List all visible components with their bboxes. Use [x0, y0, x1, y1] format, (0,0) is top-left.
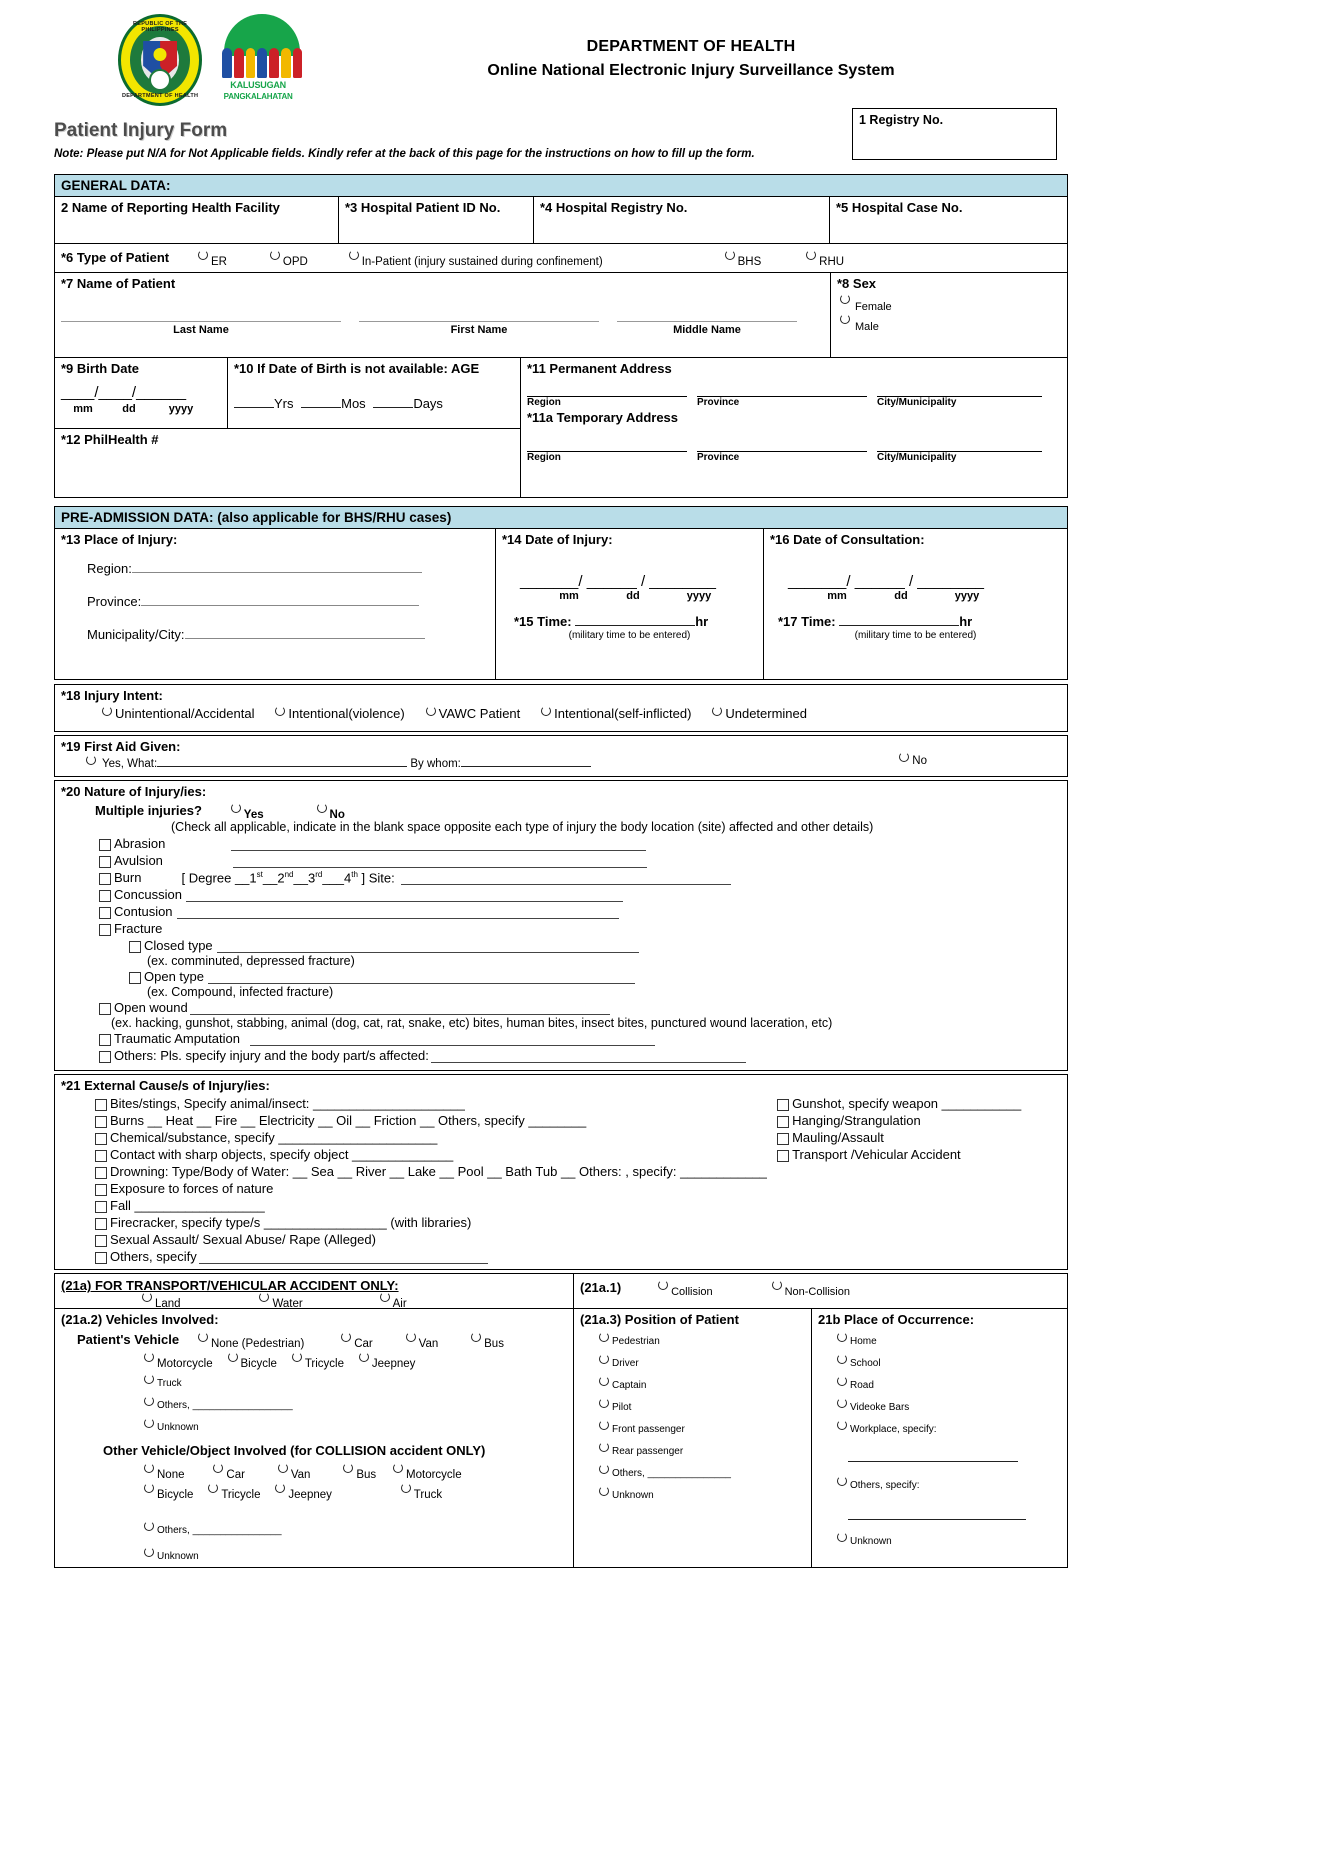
- system-title: Online National Electronic Injury Surveillance System: [487, 62, 895, 79]
- position-pilot[interactable]: Pilot: [596, 1397, 805, 1413]
- radio-icon[interactable]: [837, 1376, 847, 1386]
- checkbox-icon[interactable]: [95, 1218, 107, 1230]
- intent-option-vawc[interactable]: VAWC Patient: [423, 705, 521, 721]
- radio-icon[interactable]: [725, 250, 735, 260]
- type-of-patient-option-bhs[interactable]: BHS: [722, 249, 762, 265]
- other-vehicle-van[interactable]: Van: [275, 1462, 311, 1478]
- place-unknown[interactable]: Unknown: [834, 1531, 1061, 1547]
- fracture-open-note: (ex. Compound, infected fracture): [147, 985, 334, 1000]
- field-15-time[interactable]: *15 Time: hr: [514, 614, 709, 629]
- permanent-province-input[interactable]: Province: [697, 396, 867, 408]
- radio-icon[interactable]: [658, 1280, 668, 1290]
- nature-item-avulsion[interactable]: Avulsion: [99, 852, 1061, 869]
- field-3-patient-id[interactable]: [338, 197, 533, 243]
- nature-of-injuries-section: [54, 780, 1068, 1071]
- transport-mode-water[interactable]: Water: [256, 1291, 302, 1307]
- patient-vehicle-unknown[interactable]: Unknown: [141, 1417, 567, 1433]
- radio-icon[interactable]: [541, 706, 551, 716]
- checkbox-icon[interactable]: [95, 1252, 107, 1264]
- radio-icon[interactable]: [275, 1483, 285, 1493]
- checkbox-icon[interactable]: [777, 1099, 789, 1111]
- first-aid-yes[interactable]: Yes, What: By whom:: [83, 755, 1061, 770]
- consultation-date-input[interactable]: _______/ ______ / ________: [788, 573, 985, 590]
- patient-vehicle-motorcycle[interactable]: Motorcycle: [141, 1351, 213, 1367]
- registry-no-label: 1 Registry No.: [859, 113, 944, 127]
- type-of-patient-option-opd[interactable]: OPD: [267, 249, 308, 265]
- facility-ids-row: [55, 197, 1067, 244]
- registry-no-field[interactable]: [852, 108, 1057, 160]
- nature-item-others[interactable]: Others: Pls. specify injury and the body part/s affected:: [99, 1047, 1061, 1064]
- radio-icon[interactable]: [599, 1398, 609, 1408]
- radio-icon[interactable]: [426, 706, 436, 716]
- position-others[interactable]: Others, _______________: [596, 1463, 805, 1479]
- nature-item-contusion[interactable]: Contusion: [99, 903, 1061, 920]
- radio-icon[interactable]: [712, 706, 722, 716]
- temporary-city-input[interactable]: City/Municipality: [877, 451, 1042, 463]
- collision-option-non-collision[interactable]: Non-Collision: [769, 1279, 850, 1295]
- position-rear-passenger[interactable]: Rear passenger: [596, 1441, 805, 1457]
- radio-icon[interactable]: [144, 1547, 154, 1557]
- transport-mode-air[interactable]: Air: [377, 1291, 407, 1307]
- radio-icon[interactable]: [359, 1352, 369, 1362]
- nature-item-fracture[interactable]: Fracture: [99, 920, 1061, 937]
- field-12-label: *12 PhilHealth #: [61, 432, 159, 447]
- type-of-patient-option-rhu[interactable]: RHU: [803, 249, 844, 265]
- field-11a-label: *11a Temporary Address: [527, 410, 679, 425]
- patient-vehicle-van[interactable]: Van: [403, 1331, 439, 1347]
- field-14-label: *14 Date of Injury:: [502, 532, 613, 547]
- title-row: [0, 113, 1322, 160]
- radio-icon[interactable]: [599, 1354, 609, 1364]
- radio-icon[interactable]: [837, 1420, 847, 1430]
- field-7-label: *7 Name of Patient: [61, 276, 176, 291]
- radio-icon[interactable]: [259, 1292, 269, 1302]
- nature-item-concussion[interactable]: Concussion: [99, 886, 1061, 903]
- field-12-philhealth[interactable]: [55, 429, 520, 497]
- field-16-date-of-consultation: *16 Date of Consultation: _______/ ______ / ________ mm dd yyyy *17 Time: hr (military time to be entered): [763, 529, 1067, 679]
- header-titles: [300, 14, 1322, 80]
- position-unknown[interactable]: Unknown: [596, 1485, 805, 1501]
- radio-icon[interactable]: [401, 1483, 411, 1493]
- checkbox-icon[interactable]: [95, 1201, 107, 1213]
- field-21a1-label: (21a.1): [580, 1280, 622, 1296]
- field-11-label: *11 Permanent Address: [527, 361, 672, 376]
- field-14-date-of-injury: *14 Date of Injury: _______/ ______ / ________ mm dd yyyy *15 Time: hr (military time to be entered): [495, 529, 763, 679]
- field-17-note: (military time to be entered): [854, 630, 977, 641]
- radio-icon[interactable]: [599, 1376, 609, 1386]
- radio-icon[interactable]: [208, 1483, 218, 1493]
- other-vehicle-bicycle[interactable]: Bicycle: [141, 1482, 193, 1498]
- radio-icon[interactable]: [144, 1483, 154, 1493]
- transport-details-row: [55, 1309, 1067, 1567]
- radio-icon[interactable]: [275, 706, 285, 716]
- checkbox-icon[interactable]: [129, 941, 141, 953]
- field-21b-place-of-occurrence: [811, 1309, 1067, 1567]
- radio-icon[interactable]: [142, 1292, 152, 1302]
- page-title: Patient Injury Form: [54, 120, 228, 141]
- field-8-sex: [830, 273, 1067, 357]
- nature-item-traumatic-amputation[interactable]: Traumatic Amputation: [99, 1030, 1061, 1047]
- field-21a3-label: (21a.3) Position of Patient: [580, 1312, 739, 1328]
- transport-header-row: [55, 1274, 1067, 1309]
- temporary-region-input[interactable]: Region: [527, 451, 687, 463]
- checkbox-icon[interactable]: [95, 1116, 107, 1128]
- field-17-time[interactable]: *17 Time: hr: [778, 614, 973, 629]
- field-6-type-of-patient-row: [55, 244, 1067, 273]
- place-municipality-row[interactable]: Municipality/City:: [87, 627, 489, 642]
- place-others[interactable]: Others, specify:: [834, 1475, 1061, 1491]
- radio-icon[interactable]: [198, 250, 208, 260]
- field-13-label: *13 Place of Injury:: [61, 532, 178, 547]
- field-2-label: 2 Name of Reporting Health Facility: [61, 200, 280, 215]
- other-vehicle-motorcycle[interactable]: Motorcycle: [390, 1462, 462, 1478]
- checkbox-icon[interactable]: [99, 856, 111, 868]
- ext-cause-hanging[interactable]: Hanging/Strangulation: [777, 1112, 1067, 1129]
- radio-icon[interactable]: [599, 1442, 609, 1452]
- patient-vehicle-none[interactable]: None (Pedestrian): [195, 1331, 304, 1347]
- position-driver[interactable]: Driver: [596, 1353, 805, 1369]
- first-aid-no[interactable]: No: [896, 752, 927, 767]
- radio-icon[interactable]: [393, 1463, 403, 1473]
- birth-mm-caption: mm: [73, 403, 93, 415]
- patient-vehicle-truck[interactable]: Truck: [141, 1373, 567, 1389]
- ext-cause-forces-of-nature[interactable]: Exposure to forces of nature: [95, 1180, 777, 1197]
- radio-icon[interactable]: [292, 1352, 302, 1362]
- radio-icon[interactable]: [198, 1332, 208, 1342]
- field-16-label: *16 Date of Consultation:: [770, 532, 925, 547]
- other-vehicle-tricycle[interactable]: Tricycle: [205, 1482, 260, 1498]
- field-21-label: *21 External Cause/s of Injury/ies:: [61, 1078, 270, 1094]
- other-vehicle-bus[interactable]: Bus: [340, 1462, 376, 1478]
- field-21a-header: [55, 1274, 573, 1311]
- fracture-open-type[interactable]: Open type: [129, 968, 1061, 985]
- checkbox-icon[interactable]: [95, 1235, 107, 1247]
- radio-icon[interactable]: [231, 803, 241, 813]
- field-9-label: *9 Birth Date: [61, 361, 140, 376]
- ext-cause-others[interactable]: Others, specify: [95, 1248, 777, 1265]
- checkbox-icon[interactable]: [777, 1150, 789, 1162]
- other-vehicle-jeepney[interactable]: Jeepney: [272, 1482, 331, 1498]
- radio-icon[interactable]: [837, 1476, 847, 1486]
- checkbox-icon[interactable]: [99, 890, 111, 902]
- field-4-label: *4 Hospital Registry No.: [540, 200, 688, 215]
- position-front-passenger[interactable]: Front passenger: [596, 1419, 805, 1435]
- burn-degree-options[interactable]: [ Degree __1st__2nd__3rd___4th ] Site:: [181, 870, 395, 886]
- checkbox-icon[interactable]: [129, 972, 141, 984]
- radio-icon[interactable]: [380, 1292, 390, 1302]
- field-20-label: *20 Nature of Injury/ies:: [61, 784, 207, 799]
- radio-icon[interactable]: [899, 752, 909, 762]
- field-5-hospital-case[interactable]: [829, 197, 1067, 243]
- name-line-group: [61, 321, 824, 336]
- place-province-row[interactable]: Province:: [87, 594, 489, 609]
- checkbox-icon[interactable]: [95, 1167, 107, 1179]
- radio-icon[interactable]: [144, 1418, 154, 1428]
- nature-item-open-wound[interactable]: Open wound: [99, 999, 1061, 1016]
- radio-icon[interactable]: [840, 294, 850, 304]
- ext-cause-drowning[interactable]: Drowning: Type/Body of Water: __ Sea __ River __ Lake __ Pool __ Bath Tub __ Others: , specify: ____________: [95, 1163, 777, 1180]
- multiple-injuries-no[interactable]: No: [314, 802, 345, 818]
- radio-icon[interactable]: [599, 1486, 609, 1496]
- radio-icon[interactable]: [317, 803, 327, 813]
- birth-address-row: [55, 358, 1067, 497]
- place-school[interactable]: School: [834, 1353, 1061, 1369]
- general-data-band: GENERAL DATA:: [55, 175, 1067, 197]
- checkbox-icon[interactable]: [99, 1051, 111, 1063]
- multiple-injuries-yes[interactable]: Yes: [228, 802, 264, 818]
- radio-icon[interactable]: [599, 1420, 609, 1430]
- radio-icon[interactable]: [341, 1332, 351, 1342]
- birth-date-input[interactable]: ____/____/______: [61, 384, 187, 401]
- radio-icon[interactable]: [270, 250, 280, 260]
- age-mos-label: Mos: [341, 396, 366, 411]
- radio-icon[interactable]: [228, 1352, 238, 1362]
- nature-instruction: (Check all applicable, indicate in the blank space opposite each type of injury the body location (site) affected and other details): [171, 820, 874, 834]
- fracture-closed-note: (ex. comminuted, depressed fracture): [147, 954, 355, 969]
- checkbox-icon[interactable]: [99, 1003, 111, 1015]
- field-9-birth-date[interactable]: [55, 358, 227, 428]
- radio-icon[interactable]: [806, 250, 816, 260]
- radio-icon[interactable]: [599, 1332, 609, 1342]
- logo-group: [0, 14, 300, 110]
- checkbox-icon[interactable]: [95, 1099, 107, 1111]
- intent-option-intentional-violence[interactable]: Intentional(violence): [272, 705, 404, 721]
- field-21a-label: (21a) FOR TRANSPORT/VEHICULAR ACCIDENT ONLY:: [61, 1278, 399, 1294]
- other-vehicle-car[interactable]: Car: [210, 1462, 245, 1478]
- permanent-region-input[interactable]: Region: [527, 396, 687, 408]
- field-21a1-collision: [573, 1274, 1067, 1308]
- checkbox-icon[interactable]: [95, 1150, 107, 1162]
- checkbox-icon[interactable]: [95, 1133, 107, 1145]
- radio-icon[interactable]: [837, 1354, 847, 1364]
- general-data-section: [54, 174, 1068, 498]
- doh-seal-bottom-text: DEPARTMENT OF HEALTH: [121, 93, 199, 99]
- field-21b-label: 21b Place of Occurrence:: [818, 1312, 975, 1328]
- radio-icon[interactable]: [144, 1396, 154, 1406]
- intent-option-unintentional[interactable]: Unintentional/Accidental: [99, 705, 254, 721]
- field-19-label: *19 First Aid Given:: [61, 739, 181, 754]
- other-vehicle-none[interactable]: None: [141, 1462, 185, 1478]
- ext-cause-bites[interactable]: Bites/stings, Specify animal/insect: _____________________: [95, 1095, 777, 1112]
- field-10-age[interactable]: [227, 358, 520, 428]
- birth-yyyy-caption: yyyy: [168, 403, 194, 415]
- radio-icon[interactable]: [349, 250, 359, 260]
- position-pedestrian[interactable]: Pedestrian: [596, 1331, 805, 1347]
- radio-icon[interactable]: [144, 1463, 154, 1473]
- radio-icon[interactable]: [144, 1374, 154, 1384]
- field-6-label: *6 Type of Patient: [61, 250, 170, 265]
- intent-option-undetermined[interactable]: Undetermined: [709, 705, 807, 721]
- first-name-input[interactable]: First Name: [359, 321, 599, 336]
- field-18-injury-intent: [55, 685, 1067, 731]
- field-7-8-row: [55, 273, 1067, 358]
- ext-cause-sexual-assault[interactable]: Sexual Assault/ Sexual Abuse/ Rape (Alleged): [95, 1231, 777, 1248]
- middle-name-input[interactable]: Middle Name: [617, 321, 797, 336]
- doh-seal-icon: [118, 14, 202, 106]
- ext-cause-mauling[interactable]: Mauling/Assault: [777, 1129, 1067, 1146]
- intent-option-self-inflicted[interactable]: Intentional(self-inflicted): [538, 705, 691, 721]
- first-aid-section: [54, 735, 1068, 777]
- position-captain[interactable]: Captain: [596, 1375, 805, 1391]
- patient-vehicle-jeepney[interactable]: Jeepney: [356, 1351, 415, 1367]
- open-wound-note: (ex. hacking, gunshot, stabbing, animal (dog, cat, rat, snake, etc) bites, human bites, insect bites, punctured wound laceration, etc): [111, 1016, 833, 1031]
- radio-icon[interactable]: [102, 706, 112, 716]
- injury-date-input[interactable]: _______/ ______ / ________: [520, 573, 717, 590]
- sex-option-male[interactable]: Male: [837, 313, 1061, 329]
- patient-vehicle-tricycle[interactable]: Tricycle: [289, 1351, 344, 1367]
- ext-cause-chemical[interactable]: Chemical/substance, specify ______________________: [95, 1129, 777, 1146]
- multiple-injuries-label: Multiple injuries?: [95, 803, 202, 818]
- transport-mode-land[interactable]: Land: [139, 1291, 181, 1307]
- other-vehicle-unknown[interactable]: Unknown: [141, 1546, 567, 1562]
- checkbox-icon[interactable]: [777, 1133, 789, 1145]
- field-21a2-vehicles-involved: [55, 1309, 573, 1567]
- other-vehicle-truck[interactable]: Truck: [398, 1482, 442, 1498]
- radio-icon[interactable]: [599, 1464, 609, 1474]
- birth-dd-caption: dd: [122, 403, 136, 415]
- field-7-name-of-patient[interactable]: [55, 273, 830, 357]
- radio-icon[interactable]: [837, 1332, 847, 1342]
- place-workplace[interactable]: Workplace, specify:: [834, 1419, 1061, 1435]
- place-road[interactable]: Road: [834, 1375, 1061, 1391]
- radio-icon[interactable]: [213, 1463, 223, 1473]
- patients-vehicle-label: Patient's Vehicle: [77, 1332, 180, 1348]
- place-region-row[interactable]: Region:: [87, 561, 489, 576]
- ext-cause-firecracker[interactable]: Firecracker, specify type/s _________________ (with libraries): [95, 1214, 777, 1231]
- age-yrs-label: Yrs: [274, 396, 294, 411]
- field-8-label: *8 Sex: [837, 276, 877, 291]
- permanent-city-input[interactable]: City/Municipality: [877, 396, 1042, 408]
- radio-icon[interactable]: [837, 1532, 847, 1542]
- patient-vehicle-bus[interactable]: Bus: [468, 1331, 504, 1347]
- place-videoke-bars[interactable]: Videoke Bars: [834, 1397, 1061, 1413]
- doh-seal-top-text: REPUBLIC OF THE PHILIPPINES: [132, 21, 188, 33]
- place-home[interactable]: Home: [834, 1331, 1061, 1347]
- checkbox-icon[interactable]: [777, 1116, 789, 1128]
- fracture-closed-type[interactable]: Closed type: [129, 937, 1061, 954]
- field-5-label: *5 Hospital Case No.: [836, 200, 963, 215]
- patient-vehicle-car[interactable]: Car: [338, 1331, 373, 1347]
- type-of-patient-option-er[interactable]: ER: [195, 249, 227, 265]
- sex-option-female[interactable]: Female: [837, 293, 1061, 309]
- field-18-label: *18 Injury Intent:: [61, 688, 163, 703]
- ext-cause-transport[interactable]: Transport /Vehicular Accident: [777, 1146, 1067, 1163]
- field-13-place-of-injury: [55, 529, 495, 679]
- kalusugan-logo-icon: [216, 14, 300, 110]
- radio-icon[interactable]: [86, 755, 96, 765]
- checkbox-icon[interactable]: [99, 839, 111, 851]
- last-name-input[interactable]: Last Name: [61, 321, 341, 336]
- address-block: [521, 358, 1067, 497]
- radio-icon[interactable]: [406, 1332, 416, 1342]
- pre-admission-section: [54, 506, 1068, 680]
- field-21a2-label: (21a.2) Vehicles Involved:: [61, 1312, 219, 1328]
- ext-cause-fall[interactable]: Fall __________________: [95, 1197, 777, 1214]
- temporary-province-input[interactable]: Province: [697, 451, 867, 463]
- radio-icon[interactable]: [837, 1398, 847, 1408]
- injury-intent-section: [54, 684, 1068, 732]
- field-3-label: *3 Hospital Patient ID No.: [345, 200, 501, 215]
- radio-icon[interactable]: [343, 1463, 353, 1473]
- patient-vehicle-bicycle[interactable]: Bicycle: [225, 1351, 277, 1367]
- checkbox-icon[interactable]: [99, 873, 111, 885]
- collision-option-collision[interactable]: Collision: [655, 1279, 713, 1295]
- field-4-hospital-registry[interactable]: [533, 197, 829, 243]
- other-vehicle-others[interactable]: Others, ________________: [141, 1520, 567, 1536]
- checkbox-icon[interactable]: [99, 1034, 111, 1046]
- ext-cause-burns[interactable]: Burns __ Heat __ Fire __ Electricity __ Oil __ Friction __ Others, specify ________: [95, 1112, 777, 1129]
- type-of-patient-option-inpatient[interactable]: In-Patient (injury sustained during confinement): [346, 249, 603, 265]
- ext-cause-gunshot[interactable]: Gunshot, specify weapon ___________: [777, 1095, 1067, 1112]
- kalusugan-line2: PANGKALAHATAN: [223, 92, 293, 101]
- org-title: DEPARTMENT OF HEALTH: [586, 38, 796, 55]
- checkbox-icon[interactable]: [95, 1184, 107, 1196]
- checkbox-icon[interactable]: [99, 907, 111, 919]
- field-19-first-aid: [55, 736, 1067, 776]
- field-2-facility[interactable]: [55, 197, 338, 243]
- pre-admission-band: PRE-ADMISSION DATA: (also applicable for BHS/RHU cases): [55, 507, 1067, 529]
- field-21a3-position-of-patient: [573, 1309, 811, 1567]
- other-vehicle-label: Other Vehicle/Object Involved (for COLLISION accident ONLY): [103, 1443, 486, 1459]
- ext-cause-sharp-objects[interactable]: Contact with sharp objects, specify object ______________: [95, 1146, 777, 1163]
- external-causes-section: [54, 1074, 1068, 1270]
- patient-vehicle-others[interactable]: Others, __________________: [141, 1395, 567, 1411]
- age-days-label: Days: [413, 396, 443, 411]
- transport-accident-section: [54, 1273, 1068, 1568]
- nature-item-burn[interactable]: Burn [ Degree __1st__2nd__3rd___4th ] Site:: [99, 869, 1061, 886]
- place-date-row: [55, 529, 1067, 679]
- radio-icon[interactable]: [278, 1463, 288, 1473]
- page-header: [0, 0, 1322, 110]
- radio-icon[interactable]: [840, 314, 850, 324]
- nature-item-abrasion[interactable]: Abrasion: [99, 835, 1061, 852]
- radio-icon[interactable]: [144, 1352, 154, 1362]
- radio-icon[interactable]: [144, 1521, 154, 1531]
- form-note: Note: Please put N/A for Not Applicable fields. Kindly refer at the back of this page for the instructions on how to fill up the form.: [54, 148, 755, 160]
- radio-icon[interactable]: [471, 1332, 481, 1342]
- field-10-label: *10 If Date of Birth is not available: AGE: [234, 361, 480, 376]
- field-15-note: (military time to be entered): [568, 630, 691, 641]
- radio-icon[interactable]: [772, 1280, 782, 1290]
- checkbox-icon[interactable]: [99, 924, 111, 936]
- kalusugan-line1: KALUSUGAN: [230, 80, 286, 90]
